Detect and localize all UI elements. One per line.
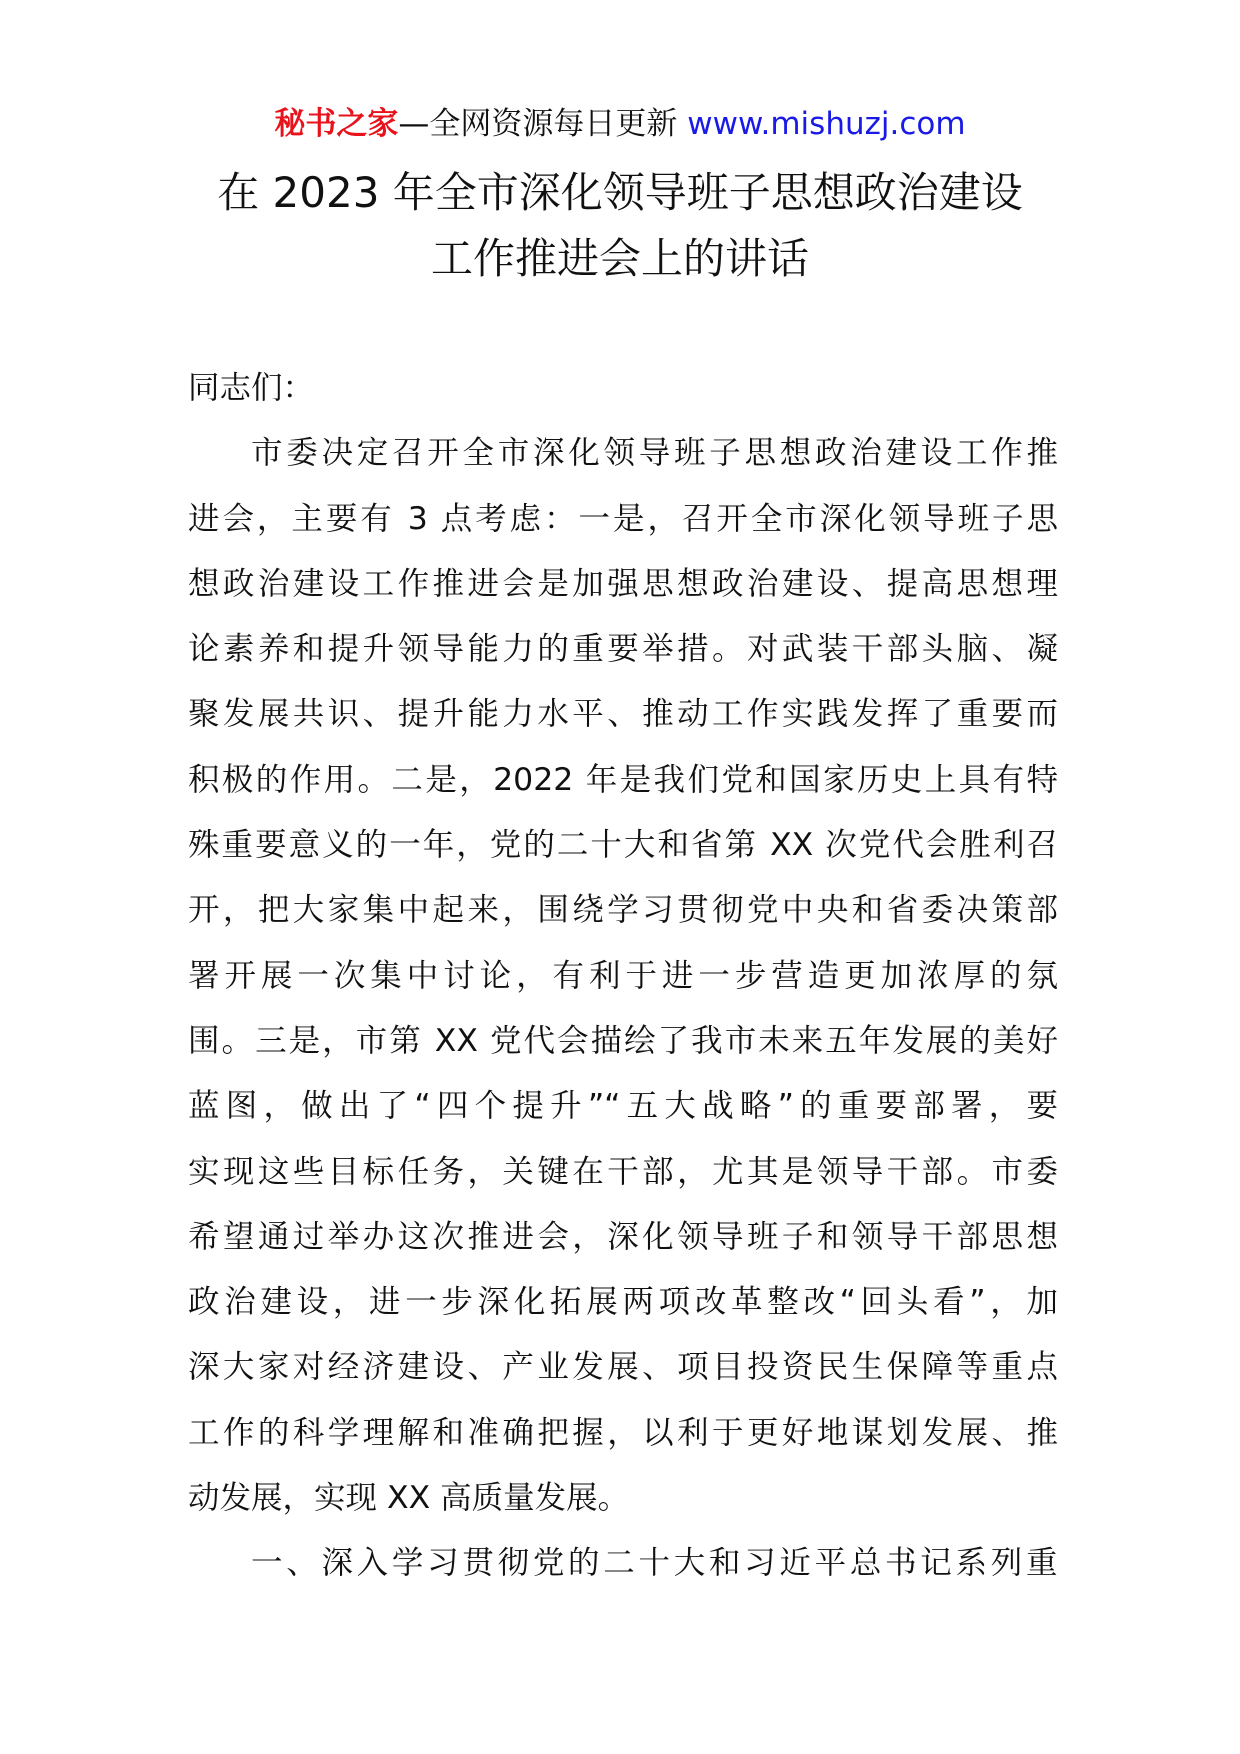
paragraph-line: 实现这些目标任务，关键在干部，尤其是领导干部。市委 (188, 1153, 1058, 1190)
paragraph-line: 想政治建设工作推进会是加强思想政治建设、提高思想理 (188, 565, 1058, 602)
site-header (0, 102, 1240, 146)
document-body (188, 356, 1058, 1597)
paragraph-line: 围。三是，市第 XX 党代会描绘了我市未来五年发展的美好 (188, 1022, 1058, 1059)
paragraph-line: 深大家对经济建设、产业发展、项目投资民生保障等重点 (188, 1349, 1058, 1386)
paragraph-line: 希望通过举办这次推进会，深化领导班子和领导干部思想 (188, 1218, 1058, 1255)
title-line-1: 在 2023 年全市深化领导班子思想政治建设 (217, 168, 1023, 217)
salutation: 同志们： (188, 370, 315, 406)
site-slogan: —全网资源每日更新 (398, 106, 688, 142)
section-heading: 一、深入学习贯彻党的二十大和习近平总书记系列重 (251, 1545, 1058, 1582)
paragraph-line: 工作的科学理解和准确把握，以利于更好地谋划发展、推 (188, 1414, 1058, 1451)
paragraph-line: 署开展一次集中讨论，有利于进一步营造更加浓厚的氛 (188, 957, 1058, 994)
paragraph-line: 动发展，实现 XX 高质量发展。 (188, 1480, 630, 1517)
document-title (0, 160, 1240, 292)
paragraph-line: 政治建设，进一步深化拓展两项改革整改“回头看”，加 (188, 1284, 1058, 1321)
title-line-2: 工作推进会上的讲话 (430, 234, 809, 283)
paragraph-line: 蓝图，做出了“四个提升”“五大战略”的重要部署，要 (188, 1088, 1058, 1125)
brand-name: 秘书之家 (274, 106, 399, 142)
paragraph-line: 殊重要意义的一年，党的二十大和省第 XX 次党代会胜利召 (188, 827, 1058, 864)
paragraph-line: 市委决定召开全市深化领导班子思想政治建设工作推 (251, 435, 1058, 472)
paragraph-line: 论素养和提升领导能力的重要举措。对武装干部头脑、凝 (188, 631, 1058, 668)
paragraph-line: 进会，主要有 3 点考虑：一是，召开全市深化领导班子思 (188, 500, 1058, 537)
paragraph-line: 聚发展共识、提升能力水平、推动工作实践发挥了重要而 (188, 696, 1058, 733)
paragraph-line: 开，把大家集中起来，围绕学习贯彻党中央和省委决策部 (188, 892, 1058, 929)
paragraph-line: 积极的作用。二是，2022 年是我们党和国家历史上具有特 (188, 761, 1058, 798)
site-url-link[interactable]: www.mishuzj.com (687, 106, 966, 142)
